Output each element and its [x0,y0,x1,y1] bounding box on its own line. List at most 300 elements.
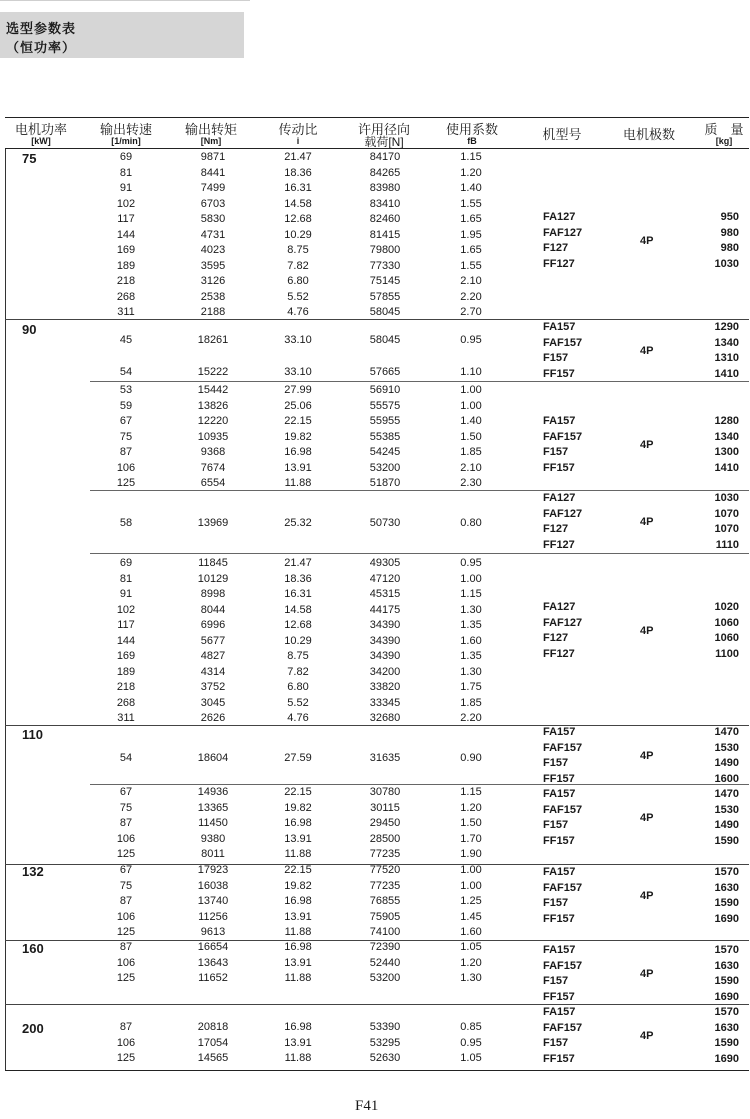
mass-value: 980 [720,226,739,239]
service-factor-cell: 1.15 [460,588,482,600]
power-value: 75 [22,151,37,166]
ratio-cell: 11.88 [284,926,312,938]
ratio-cell: 4.76 [287,712,309,724]
speed-cell: 91 [119,588,133,600]
model-name: FF127 [543,258,575,271]
speed-cell: 125 [116,477,136,489]
radial-load-cell: 56910 [369,384,401,396]
speed-cell: 311 [117,306,135,318]
torque-cell: 20818 [197,1021,229,1033]
radial-load-cell: 32680 [369,712,401,724]
torque-cell: 13969 [197,517,229,529]
header-rule [5,148,749,149]
service-factor-cell: 1.00 [460,572,482,585]
model-name: F157 [543,352,569,365]
mass-value: 1690 [714,1053,739,1066]
model-name: FF157 [543,462,575,475]
ratio-cell: 5.52 [287,696,309,709]
torque-cell: 4731 [200,228,226,241]
speed-cell: 102 [116,603,136,616]
ratio-cell: 11.88 [284,1052,312,1064]
service-factor-cell: 1.15 [460,151,482,163]
radial-load-cell: 33820 [369,681,401,693]
model-name: FA157 [543,1006,576,1018]
model-name: FA127 [543,601,576,613]
speed-cell: 75 [119,879,133,892]
power-value: 132 [22,864,44,879]
speed-cell: 189 [116,665,136,678]
ratio-cell: 6.80 [287,275,309,287]
speed-cell: 81 [119,572,133,585]
model-name: FA157 [543,788,576,800]
ratio-cell: 21.47 [284,151,312,163]
torque-cell: 9368 [200,446,226,458]
service-factor-cell: 1.45 [460,910,482,923]
service-factor-cell: 0.85 [460,1021,482,1033]
model-name: FA157 [543,726,576,738]
separator-90a [90,381,749,382]
radial-load-cell: 52440 [369,956,401,969]
speed-cell: 75 [119,801,133,814]
model-name: FF127 [543,539,575,552]
speed-cell: 125 [116,848,136,860]
service-factor-cell: 1.10 [460,366,482,378]
speed-cell: 87 [119,817,133,829]
mass-value: 1410 [714,462,739,475]
radial-load-cell: 77235 [369,879,401,892]
model-name: FA127 [543,211,576,223]
power-value: 160 [22,941,44,956]
table-top-rule [5,117,749,118]
separator-75-90 [5,319,749,320]
ratio-cell: 22.15 [284,415,312,427]
mass-value: 1600 [714,773,739,786]
torque-cell: 15442 [197,384,229,396]
service-factor-cell: 1.50 [460,430,482,443]
mass-value: 1690 [714,991,739,1004]
model-name: FF157 [543,1053,575,1066]
table-left-border [5,149,6,1070]
torque-cell: 17923 [197,864,229,876]
service-factor-cell: 1.55 [460,197,482,210]
pole-count: 4P [640,967,654,980]
torque-cell: 18261 [197,334,229,346]
header-speed: 输出转速 [99,122,152,137]
mass-value: 1570 [714,866,739,878]
radial-load-cell: 82460 [369,213,401,225]
speed-cell: 91 [119,182,133,194]
speed-cell: 106 [116,1036,136,1049]
mass-value: 950 [720,211,739,223]
mass-value: 1570 [714,1006,739,1018]
service-factor-cell: 2.20 [460,712,482,724]
service-factor-cell: 1.55 [460,259,482,272]
torque-cell: 9871 [200,151,226,163]
model-name: FF127 [543,648,575,661]
separator-90c [90,553,749,554]
service-factor-cell: 1.30 [460,603,482,616]
torque-cell: 14565 [197,1052,229,1064]
model-name: FAF157 [543,430,583,443]
model-name: FAF127 [543,507,583,520]
service-factor-cell: 1.95 [460,228,482,241]
radial-load-cell: 34200 [369,665,401,678]
service-factor-cell: 1.30 [460,665,482,678]
model-name: F157 [543,1037,569,1050]
torque-cell: 11845 [198,557,228,569]
speed-cell: 106 [116,956,136,969]
model-name: FA157 [543,866,576,878]
pole-count: 4P [640,811,654,824]
speed-cell: 69 [119,557,133,569]
torque-cell: 3126 [200,275,226,287]
model-name: F157 [543,975,569,988]
torque-cell: 9613 [200,926,226,938]
ratio-cell: 13.91 [284,956,312,969]
model-name: FA157 [543,321,576,333]
header-poles: 电机极数 [622,127,675,142]
torque-cell: 15222 [197,366,229,378]
radial-load-cell: 44175 [369,603,401,616]
speed-cell: 87 [119,446,133,458]
ratio-cell: 16.98 [284,817,312,829]
torque-cell: 7674 [200,461,226,474]
speed-cell: 189 [116,259,136,272]
radial-load-cell: 55385 [369,430,401,443]
mass-value: 1570 [714,944,739,956]
service-factor-cell: 1.05 [460,941,482,953]
model-name: FF157 [543,368,575,381]
radial-load-cell: 33345 [369,696,401,709]
ratio-cell: 27.59 [284,752,312,764]
header-radial-1: 许用径向 [357,122,410,137]
torque-cell: 13826 [197,399,229,412]
service-factor-cell: 1.35 [460,619,482,631]
radial-load-cell: 53295 [369,1036,401,1049]
torque-cell: 6703 [200,197,226,210]
ratio-cell: 18.36 [284,166,312,179]
torque-cell: 11256 [198,910,228,923]
mass-value: 1310 [714,352,739,365]
radial-load-cell: 57855 [369,290,401,303]
radial-load-cell: 47120 [369,572,401,585]
mass-value: 1470 [714,788,739,800]
speed-cell: 144 [116,228,136,241]
service-factor-cell: 1.00 [460,399,482,412]
torque-cell: 2188 [200,306,226,318]
separator-90b [90,490,749,491]
mass-value: 1630 [714,881,739,894]
torque-cell: 2626 [200,712,226,724]
speed-cell: 87 [119,1021,133,1033]
speed-cell: 144 [116,634,136,647]
model-name: FF157 [543,913,575,926]
speed-cell: 169 [116,244,136,256]
ratio-cell: 19.82 [284,801,312,814]
model-name: F157 [543,446,569,459]
radial-load-cell: 55955 [369,415,401,427]
ratio-cell: 11.88 [284,477,312,489]
radial-load-cell: 28500 [369,832,401,845]
header-factor: 使用系数 [445,122,498,137]
model-name: F127 [543,632,569,645]
torque-cell: 8044 [200,603,226,616]
service-factor-cell: 1.60 [460,926,482,938]
mass-value: 980 [720,242,739,255]
model-name: F157 [543,897,569,910]
mass-value: 1410 [714,368,739,381]
header-ratio-unit: i [296,136,300,146]
model-name: FAF157 [543,803,583,816]
mass-value: 1490 [714,819,739,832]
radial-load-cell: 53200 [369,461,401,474]
pole-count: 4P [640,1029,654,1042]
ratio-cell: 12.68 [284,619,312,631]
model-name: FAF157 [543,881,583,894]
ratio-cell: 16.31 [284,588,312,600]
radial-load-cell: 57665 [369,366,401,378]
radial-load-cell: 54245 [369,446,401,458]
ratio-cell: 14.58 [284,197,312,210]
service-factor-cell: 1.00 [460,384,482,396]
pole-count: 4P [640,749,654,762]
ratio-cell: 25.06 [284,399,312,412]
torque-cell: 10129 [197,572,229,585]
ratio-cell: 33.10 [284,334,312,346]
torque-cell: 9380 [200,832,226,845]
speed-cell: 54 [119,752,133,764]
service-factor-cell: 1.90 [460,848,482,860]
service-factor-cell: 1.20 [460,956,482,969]
torque-cell: 11450 [198,817,228,829]
power-value: 90 [22,322,37,337]
pole-count: 4P [640,889,654,902]
torque-cell: 6554 [200,477,226,489]
speed-cell: 69 [119,151,133,163]
ratio-cell: 16.98 [284,941,312,953]
model-name: FA127 [543,492,576,504]
radial-load-cell: 83410 [369,197,401,210]
torque-cell: 5830 [200,213,226,225]
torque-cell: 2538 [200,290,226,303]
speed-cell: 169 [116,650,136,662]
page-title: 选型参数表 [6,21,77,36]
speed-cell: 58 [119,517,133,529]
mass-value: 1490 [714,757,739,770]
speed-cell: 53 [119,384,133,396]
speed-cell: 54 [119,366,133,378]
model-name: FAF127 [543,226,583,239]
radial-load-cell: 29450 [369,817,401,829]
ratio-cell: 7.82 [287,665,309,678]
pole-count: 4P [640,344,654,357]
model-name: FAF157 [543,959,583,972]
header-radial-2: 载荷[N] [364,135,404,149]
speed-cell: 75 [119,430,133,443]
header-power-unit: [kW] [31,136,51,146]
service-factor-cell: 1.15 [460,786,482,798]
service-factor-cell: 1.60 [460,634,482,647]
ratio-cell: 22.15 [284,786,312,798]
separator-90-110 [5,725,749,726]
mass-value: 1030 [714,492,739,504]
header-mass: 质 量 [704,122,744,137]
ratio-cell: 10.29 [284,634,312,647]
torque-cell: 13643 [197,956,229,969]
page-number: F41 [355,1098,379,1114]
ratio-cell: 19.82 [284,879,312,892]
torque-cell: 3595 [200,259,226,272]
radial-load-cell: 72390 [369,941,401,953]
separator-110 [90,784,749,785]
radial-load-cell: 50730 [369,517,401,529]
mass-value: 1300 [714,446,739,459]
torque-cell: 12220 [197,415,229,427]
speed-cell: 311 [117,712,135,724]
torque-cell: 14936 [197,786,229,798]
mass-value: 1590 [714,897,739,910]
ratio-cell: 18.36 [284,572,312,585]
speed-cell: 67 [119,786,133,798]
torque-cell: 13365 [197,801,229,814]
torque-cell: 8441 [200,166,226,179]
service-factor-cell: 0.80 [460,517,482,529]
mass-value: 1060 [714,632,739,645]
speed-cell: 81 [119,166,133,179]
speed-cell: 117 [117,213,135,225]
speed-cell: 125 [116,972,136,984]
ratio-cell: 13.91 [284,461,312,474]
header-ratio: 传动比 [278,122,318,137]
torque-cell: 16654 [197,941,229,953]
service-factor-cell: 2.20 [460,290,482,303]
service-factor-cell: 0.90 [460,752,482,764]
ratio-cell: 14.58 [284,603,312,616]
service-factor-cell: 1.70 [460,832,482,845]
radial-load-cell: 58045 [369,306,401,318]
ratio-cell: 7.82 [287,259,309,272]
ratio-cell: 13.91 [284,910,312,923]
ratio-cell: 13.91 [284,1036,312,1049]
speed-cell: 218 [116,681,136,693]
service-factor-cell: 1.20 [460,801,482,814]
model-name: FA157 [543,944,576,956]
mass-value: 1590 [714,975,739,988]
ratio-cell: 21.47 [284,557,312,569]
service-factor-cell: 1.30 [460,972,482,984]
ratio-cell: 27.99 [284,384,312,396]
ratio-cell: 8.75 [287,650,309,662]
service-factor-cell: 1.65 [460,244,482,256]
mass-value: 1290 [714,321,739,333]
ratio-cell: 13.91 [284,832,312,845]
radial-load-cell: 34390 [369,650,401,662]
radial-load-cell: 76855 [369,895,401,907]
ratio-cell: 10.29 [284,228,312,241]
mass-value: 1630 [714,1021,739,1034]
pole-count: 4P [640,624,654,637]
radial-load-cell: 51870 [369,477,401,489]
pole-count: 4P [640,438,654,451]
model-name: FF157 [543,991,575,1004]
radial-load-cell: 52630 [369,1052,401,1064]
radial-load-cell: 81415 [369,228,401,241]
speed-cell: 106 [116,832,136,845]
ratio-cell: 16.31 [284,182,312,194]
mass-value: 1590 [714,1037,739,1050]
service-factor-cell: 1.00 [460,864,482,876]
torque-cell: 5677 [200,634,226,647]
speed-cell: 117 [117,619,135,631]
torque-cell: 18604 [197,752,229,764]
power-value: 200 [22,1021,44,1036]
torque-cell: 8998 [200,588,226,600]
pole-count: 4P [640,234,654,247]
ratio-cell: 16.98 [284,446,312,458]
mass-value: 1100 [715,648,739,661]
ratio-cell: 11.88 [284,972,312,984]
mass-value: 1470 [714,726,739,738]
torque-cell: 11652 [198,972,228,984]
radial-load-cell: 77520 [369,864,401,876]
radial-load-cell: 34390 [369,619,401,631]
ratio-cell: 19.82 [284,430,312,443]
mass-value: 1280 [714,415,739,427]
speed-cell: 67 [119,864,133,876]
model-name: F157 [543,757,569,770]
model-name: FF157 [543,835,575,848]
mass-value: 1530 [714,741,739,754]
torque-cell: 10935 [197,430,229,443]
header-model: 机型号 [542,127,582,142]
ratio-cell: 11.88 [284,848,312,860]
speed-cell: 125 [116,1052,136,1064]
speed-cell: 87 [119,895,133,907]
header-factor-unit: fB [467,136,477,146]
header-torque: 输出转矩 [184,122,237,137]
speed-cell: 67 [119,415,133,427]
service-factor-cell: 1.85 [460,446,482,458]
torque-cell: 3045 [200,696,226,709]
header-mass-unit: [kg] [715,136,733,146]
service-factor-cell: 2.10 [460,275,482,287]
service-factor-cell: 2.10 [460,461,482,474]
torque-cell: 7499 [200,182,226,194]
model-name: FF157 [543,773,575,786]
speed-cell: 218 [116,275,136,287]
mass-value: 1070 [714,523,739,536]
model-name: F127 [543,523,569,536]
service-factor-cell: 0.95 [460,557,482,569]
separator-160-200 [5,1004,749,1005]
radial-load-cell: 31635 [369,752,401,764]
ratio-cell: 16.98 [284,1021,312,1033]
radial-load-cell: 75905 [369,910,401,923]
speed-cell: 268 [116,696,136,709]
service-factor-cell: 1.05 [460,1052,482,1064]
service-factor-cell: 1.40 [460,182,482,194]
mass-value: 1630 [714,959,739,972]
speed-cell: 45 [119,334,133,346]
service-factor-cell: 1.40 [460,415,482,427]
radial-load-cell: 55575 [369,399,401,412]
torque-cell: 8011 [201,848,225,860]
service-factor-cell: 1.85 [460,696,482,709]
torque-cell: 4827 [200,650,226,662]
header-speed-unit: [1/min] [111,136,141,146]
ratio-cell: 5.52 [287,290,309,303]
mass-value: 1340 [714,336,739,349]
